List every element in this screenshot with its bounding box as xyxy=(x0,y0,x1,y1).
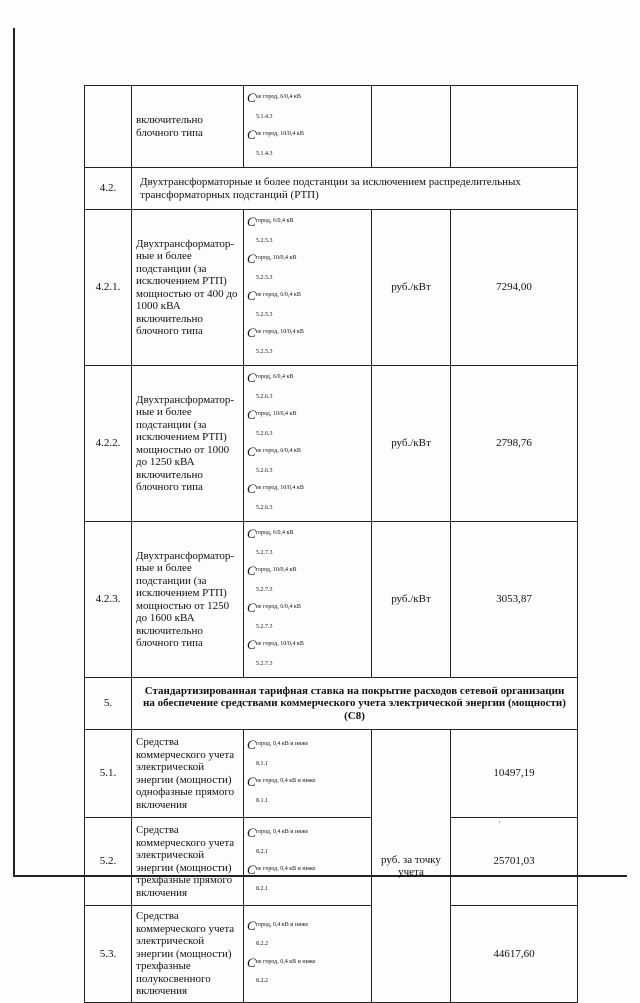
formula-cell xyxy=(244,906,372,1003)
formula-cell xyxy=(244,730,372,818)
formula: $C^{не город, 10/0,4 кВ}$ 5.2.5.3 xyxy=(247,325,304,355)
value-cell xyxy=(451,86,578,168)
formula: $C^{город, 0,4 кВ и ниже}$ 8.1.1 xyxy=(247,737,309,767)
formula: $C^{не город, 6/0,4 кВ}$ 5.2.6.3 xyxy=(247,444,301,474)
section-number: 4.2. xyxy=(85,168,132,210)
row-number: 4.2.2. xyxy=(85,366,132,522)
row-number: 5.1. xyxy=(85,730,132,818)
table-row xyxy=(85,818,578,906)
row-number: 5.3. xyxy=(85,906,132,1003)
table-row xyxy=(85,86,578,168)
formula: $C^{не город, 0,4 кВ и ниже}$ 8.2.1 xyxy=(247,862,316,892)
row-number xyxy=(85,86,132,168)
formula: $C^{город, 10/0,4 кВ}$ 5.2.7.3 xyxy=(247,563,297,593)
formula-cell xyxy=(244,522,372,678)
row-description: Средства коммерческого учета электрической энергии (мощности) трехфазные прямого включения xyxy=(132,818,244,906)
scan-speck: · xyxy=(498,817,501,827)
formula-cell xyxy=(244,818,372,906)
row-number: 5.2. xyxy=(85,818,132,906)
formula: $C^{город, 0,4 кВ и ниже}$ 8.2.2 xyxy=(247,917,309,947)
row-number: 4.2.1. xyxy=(85,210,132,366)
section-row xyxy=(85,168,578,210)
section-title: Стандартизированная тарифная ставка на покрытие расходов сетевой организации на обеспечение средствами коммерческого учета электрической энергии (мощности) (С8) xyxy=(132,678,578,730)
table-row xyxy=(85,366,578,522)
formula: $C^{город, 6/0,4 кВ}$ 5.2.6.3 xyxy=(247,370,294,400)
row-description: Средства коммерческого учета электрической энергии (мощности) однофазные прямого включения xyxy=(132,730,244,818)
formula: $C^{не город, 6/0,4 кВ}$ 5.1.4.3 xyxy=(247,90,301,120)
table-row xyxy=(85,522,578,678)
row-number: 4.2.3. xyxy=(85,522,132,678)
value-cell: 25701,03 xyxy=(451,818,578,906)
row-description: Двухтрансформатор-ные и более подстанции (за исключением РТП) мощностью от 1000 до 1250 кВА включительно блочного типа xyxy=(132,366,244,522)
formula: $C^{не город, 10/0,4 кВ}$ 5.2.6.3 xyxy=(247,481,304,511)
formula: $C^{не город, 10/0,4 кВ}$ 5.2.7.3 xyxy=(247,637,304,667)
unit-cell xyxy=(372,86,451,168)
unit-cell: руб./кВт xyxy=(372,366,451,522)
formula: $C^{не город, 6/0,4 кВ}$ 5.2.7.3 xyxy=(247,600,301,630)
value-cell: 2798,76 xyxy=(451,366,578,522)
formula: $C^{не город, 0,4 кВ и ниже}$ 8.2.2 xyxy=(247,954,316,984)
table-row xyxy=(85,210,578,366)
row-description: включительно блочного типа xyxy=(132,86,244,168)
row-description: Двухтрансформатор-ные и более подстанции (за исключением РТП) мощностью от 400 до 1000 кВА включительно блочного типа xyxy=(132,210,244,366)
row-description: Двухтрансформатор-ные и более подстанции (за исключением РТП) мощностью от 1250 до 1600 кВА включительно блочного типа xyxy=(132,522,244,678)
formula-cell xyxy=(244,86,372,168)
value-cell: 7294,00 xyxy=(451,210,578,366)
row-description: Средства коммерческого учета электрической энергии (мощности) трехфазные полукосвенного включения xyxy=(132,906,244,1003)
formula: $C^{город, 6/0,4 кВ}$ 5.2.7.3 xyxy=(247,526,294,556)
unit-cell: руб./кВт xyxy=(372,522,451,678)
unit-cell: руб. за точку учета xyxy=(372,730,451,1003)
formula: $C^{город, 10/0,4 кВ}$ 5.2.6.3 xyxy=(247,407,297,437)
formula: $C^{не город, 6/0,4 кВ}$ 5.2.5.3 xyxy=(247,288,301,318)
section-number: 5. xyxy=(85,678,132,730)
tariff-table xyxy=(84,85,578,1003)
table-row xyxy=(85,906,578,1003)
unit-cell: руб./кВт xyxy=(372,210,451,366)
formula: $C^{город, 6/0,4 кВ}$ 5.2.5.3 xyxy=(247,214,294,244)
value-cell: 10497,19 xyxy=(451,730,578,818)
formula-cell xyxy=(244,366,372,522)
formula: $C^{город, 0,4 кВ и ниже}$ 8.2.1 xyxy=(247,825,309,855)
formula: $C^{город, 10/0,4 кВ}$ 5.2.5.3 xyxy=(247,251,297,281)
section-title: Двухтрансформаторные и более подстанции за исключением распределительных трансформаторных подстанций (РТП) xyxy=(132,168,578,210)
scan-border-left xyxy=(13,28,15,876)
value-cell: 3053,87 xyxy=(451,522,578,678)
value-cell: 44617,60 xyxy=(451,906,578,1003)
table-row xyxy=(85,730,578,818)
formula: $C^{не город, 10/0,4 кВ}$ 5.1.4.3 xyxy=(247,127,304,157)
formula-cell xyxy=(244,210,372,366)
section-row xyxy=(85,678,578,730)
formula: $C^{не город, 0,4 кВ и ниже}$ 8.1.1 xyxy=(247,774,316,804)
